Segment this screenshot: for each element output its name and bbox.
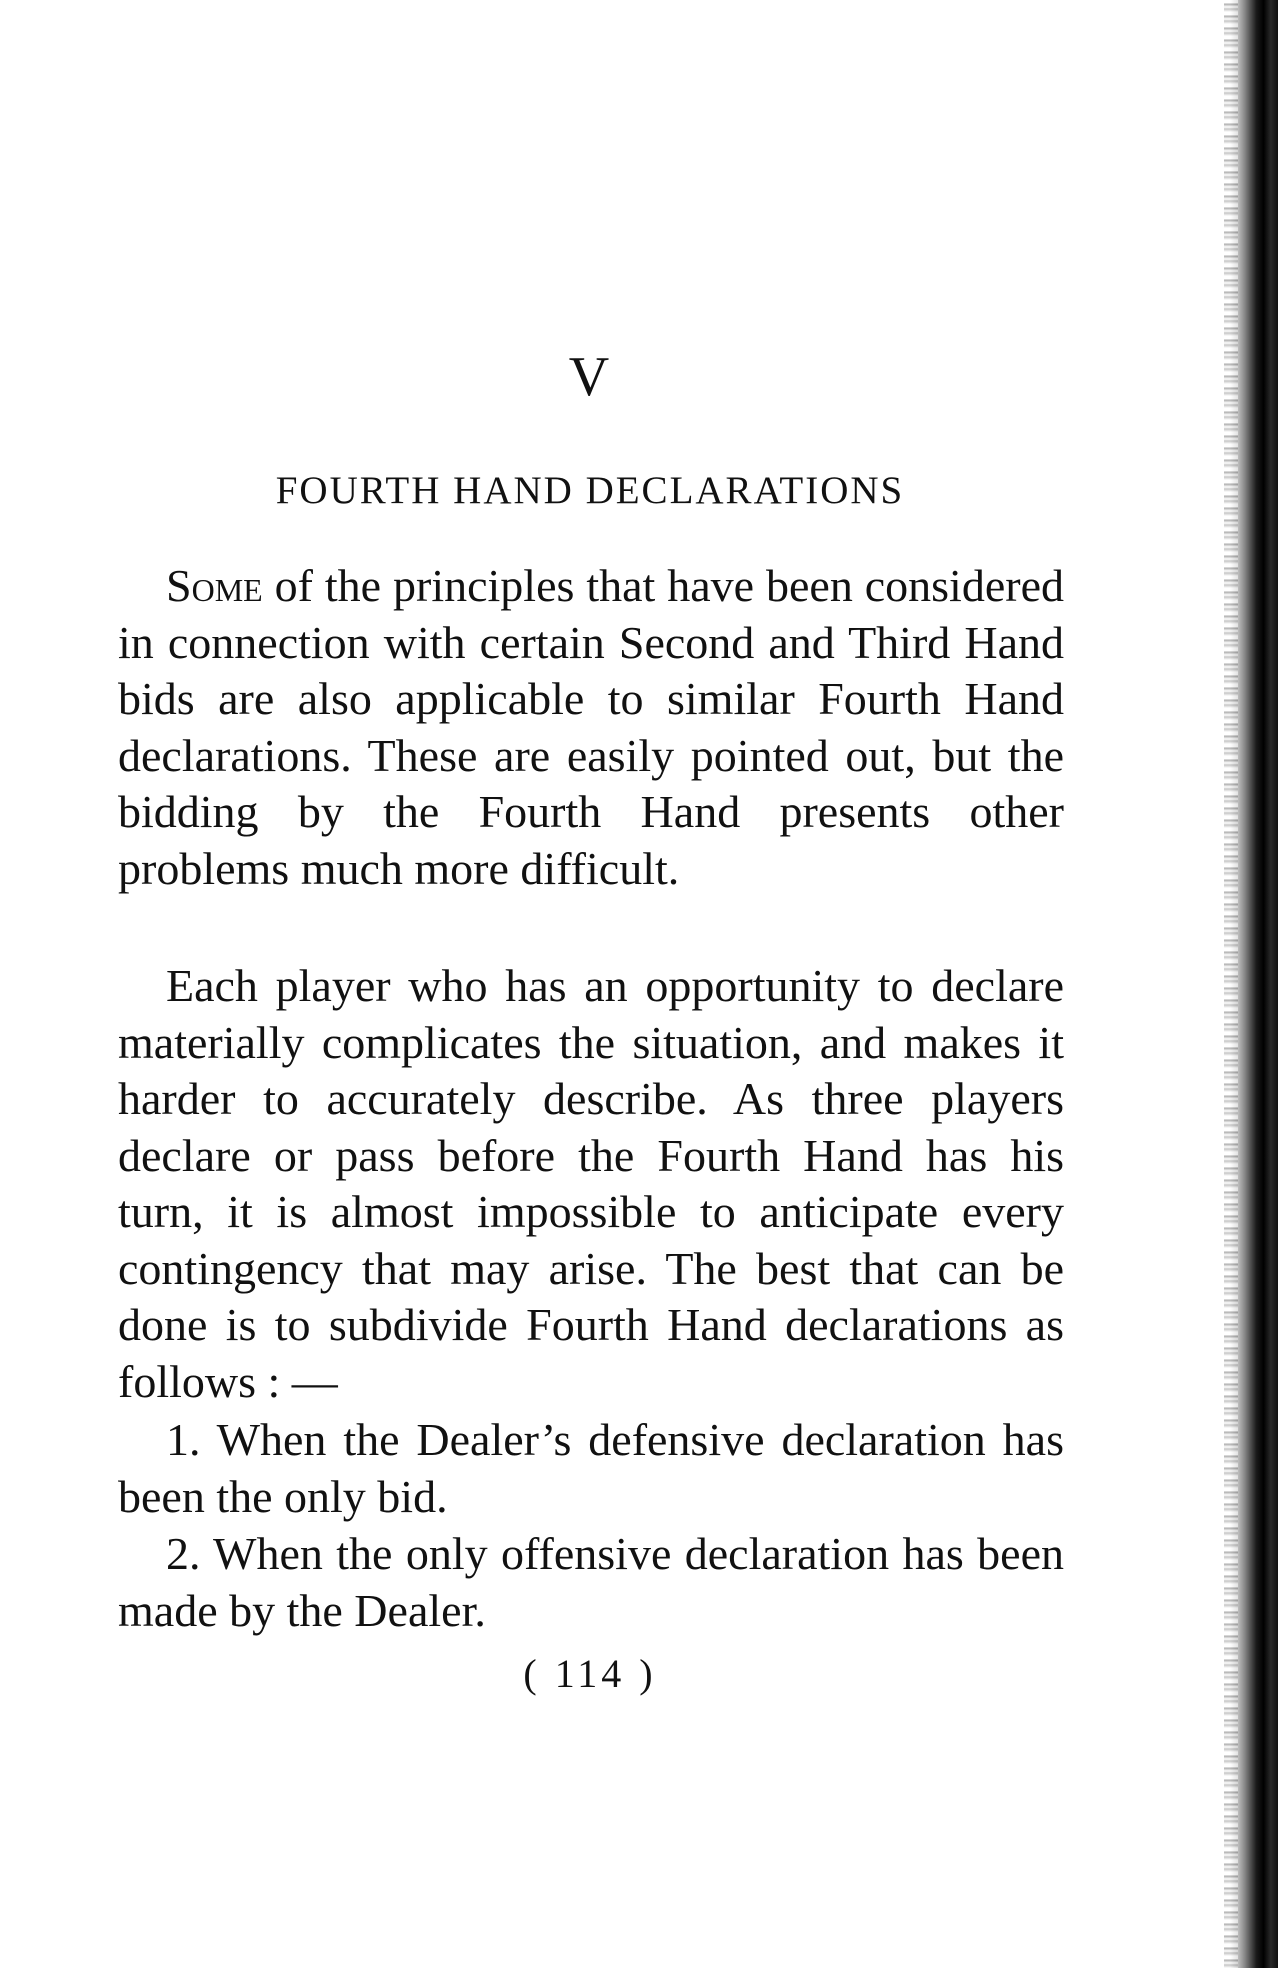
page-edge-fringe [1224, 0, 1238, 1968]
paragraph-intro-text: of the principles that have been considered in connection with certain Second and Third Hand bids are also applicable to similar Fourth Hand declarations. These are easily pointed out, but the bidding by the Fourth Hand presents other problems much more difficult. [118, 560, 1064, 894]
page-number: ( 114 ) [523, 1651, 657, 1696]
paragraph-complications: Each player who has an opportunity to declare materially complicates the situation, and makes it harder to accurately describe. As three players declare or pass before the Fourth Hand has his turn, it is almost impossible to anticipate every contingency that may arise. The best that can be done is to subdivide Fourth Hand declarations as follows : — [118, 960, 1064, 1407]
paragraph-intro [118, 558, 1064, 897]
chapter-number: V [568, 346, 612, 408]
list-item-2: 2. When the only offensive declaration has been made by the Dealer. [118, 1528, 1064, 1636]
list-item-1: 1. When the Dealer’s defensive declaration has been the only bid. [118, 1414, 1064, 1522]
chapter-title: FOURTH HAND DECLARATIONS [275, 469, 905, 512]
paragraph-lead-word: Some [166, 560, 263, 611]
